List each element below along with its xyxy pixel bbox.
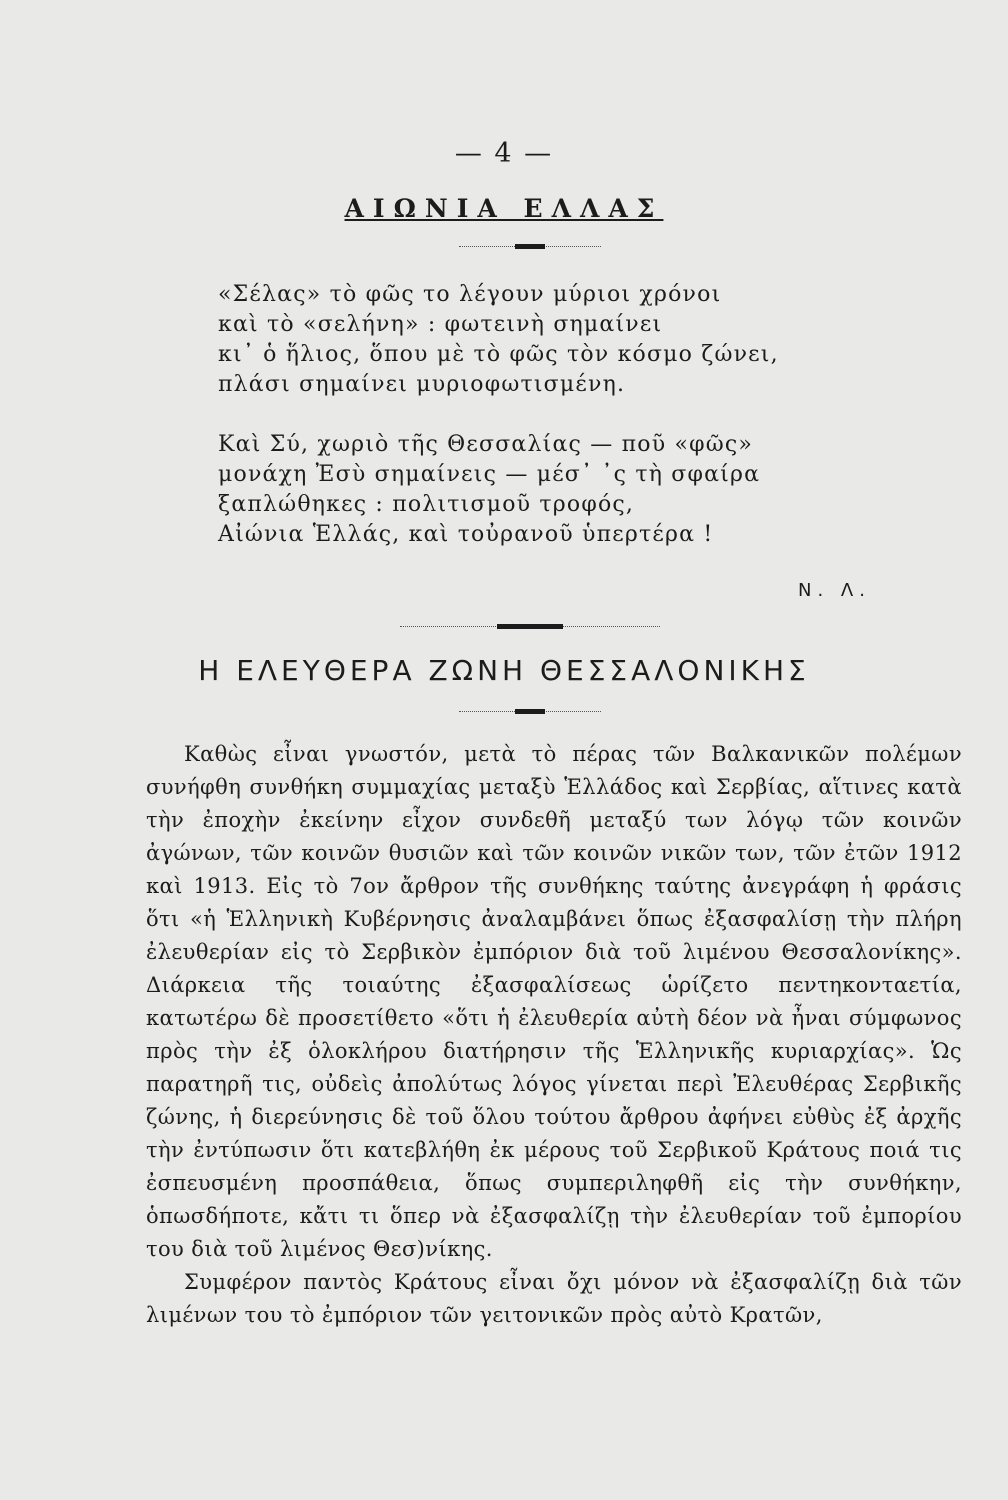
ornament-divider-3 (459, 708, 601, 716)
poem-line: κι᾽ ὁ ἥλιος, ὅπου μὲ τὸ φῶς τὸν κόσμο ζώνει, (218, 342, 779, 367)
ornament-divider-2 (400, 623, 660, 631)
poem-author: Ν. Λ. (798, 580, 871, 601)
poem-line: «Σέλας» τὸ φῶς το λέγουν μύριοι χρόνοι (218, 282, 722, 307)
poem-line: Καὶ Σύ, χωριὸ τῆς Θεσσαλίας — ποῦ «φῶς» (218, 432, 754, 457)
poem-line: πλάσι σημαίνει μυριοφωτισμένη. (218, 372, 626, 397)
poem-title: ΑΙΩΝΙΑ ΕΛΛΑΣ (344, 194, 664, 223)
poem-line: Αἰώνια Ἑλλάς, καὶ τοὐρανοῦ ὑπερτέρα ! (218, 522, 714, 547)
page-number: — 4 — (454, 138, 554, 169)
article-paragraph: Καθὼς εἶναι γνωστόν, μετὰ τὸ πέρας τῶν Βαλκανικῶν πολέμων συνήφθη συνθήκη συμμαχίας μεταξὺ Ἑλλάδος καὶ Σερβίας, αἵτινες κατὰ τὴν ἐποχὴν ἐκείνην εἶχον συνδεθῆ μεταξύ των λόγῳ τῶν κοινῶν ἀγώνων, τῶν κοινῶν θυσιῶν καὶ τῶν κοινῶν νικῶν των, τῶν ἐτῶν 1912 καὶ 1913. Εἰς τὸ 7ον ἄρθρον τῆς συνθήκης ταύτης ἀνεγράφη ἡ φράσις ὅτι «ἡ Ἑλληνικὴ Κυβέρνησις ἀναλαμβάνει ὅπως ἐξασφαλίσῃ τὴν πλήρη ἐλευθερίαν εἰς τὸ Σερβικὸν ἐμπόριον διὰ τοῦ λιμένου Θεσσαλονίκης». Διάρκεια τῆς τοιαύτης ἐξασφαλίσεως ὡρίζετο πεντηκονταετία, κατωτέρω δὲ προσετίθετο «ὅτι ἡ ἐλευθερία αὐτὴ δέον νὰ ἦναι σύμφωνος πρὸς τὴν ἐξ ὁλοκλήρου διατήρησιν τῆς Ἑλληνικῆς κυριαρχίας». Ὡς παρατηρῆ τις, οὐδεὶς ἀπολύτως λόγος γίνεται περὶ Ἐλευθέρας Σερβικῆς ζώνης, ἡ διερεύνησις δὲ τοῦ ὅλου τούτου ἄρθρου ἀφήνει εὐθὺς ἐξ ἀρχῆς τὴν ἐντύπωσιν ὅτι κατεβλήθη ἐκ μέρους τοῦ Σερβικοῦ Κράτους ποιά τις ἐσπευσμένη προσπάθεια, ὅπως συμπεριληφθῆ εἰς τὴν συνθήκην, ὁπωσδήποτε, κἄτι τι ὅπερ νὰ ἐξασφαλίζῃ τὴν ἐλευθερίαν τοῦ ἐμπορίου του διὰ τοῦ λιμένος Θεσ)νίκης. (146, 742, 962, 1261)
ornament-divider-1 (459, 243, 601, 251)
poem-line: ξαπλώθηκες : πολιτισμοῦ τροφός, (218, 492, 635, 517)
poem-stanza-1 (218, 280, 818, 400)
article-body (146, 738, 962, 1332)
article-paragraph: Συμφέρον παντὸς Κράτους εἶναι ὄχι μόνον νὰ ἐξασφαλίζῃ διὰ τῶν λιμένων του τὸ ἐμπόριον τῶν γειτονικῶν πρὸς αὐτὸ Κρατῶν, (146, 1270, 962, 1327)
poem-line: καὶ τὸ «σελήνη» : φωτεινὴ σημαίνει (218, 312, 663, 337)
poem-stanza-2 (218, 430, 818, 550)
poem-line: μονάχη Ἐσὺ σημαίνεις — μέσ᾽ ᾽ς τὴ σφαίρα (218, 462, 761, 487)
article-title: Η ΕΛΕΥΘΕΡΑ ΖΩΝΗ ΘΕΣΣΑΛΟΝΙΚΗΣ (198, 654, 810, 687)
